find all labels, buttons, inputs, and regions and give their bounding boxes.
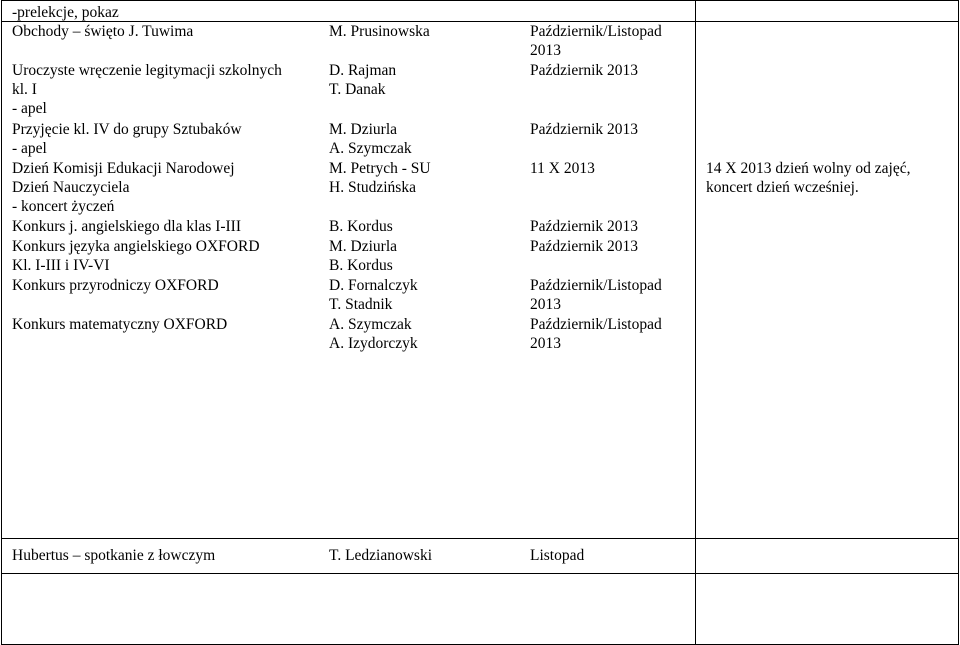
event-text: kl. I [12, 81, 37, 98]
date-cell [530, 120, 638, 139]
event-text: -prelekcje, pokaz [12, 4, 119, 21]
notes-text: 14 X 2013 dzień wolny od zajęć, [706, 160, 911, 177]
person-text: A. Szymczak [329, 140, 412, 157]
event-text: Konkurs języka angielskiego OXFORD [12, 238, 260, 255]
person-cell [329, 315, 418, 353]
person-text: A. Szymczak [329, 316, 412, 333]
person-cell [329, 217, 393, 236]
date-text: Październik 2013 [530, 218, 639, 235]
event-text: - koncert życzeń [12, 198, 115, 215]
person-cell [329, 120, 412, 158]
event-cell [12, 546, 215, 565]
date-cell [530, 276, 662, 314]
event-cell [12, 61, 282, 118]
date-text: Październik 2013 [530, 62, 639, 79]
date-text: 2013 [530, 42, 561, 59]
person-text: B. Kordus [329, 257, 393, 274]
person-text: M. Dziurla [329, 121, 398, 138]
person-cell [329, 237, 397, 275]
event-cell [12, 120, 242, 158]
date-cell [530, 61, 638, 80]
date-cell [530, 217, 638, 236]
date-text: Październik 2013 [530, 121, 639, 138]
date-text: 2013 [530, 296, 561, 313]
table-border-top [1, 0, 959, 1]
date-cell [530, 237, 638, 256]
event-cell [12, 237, 260, 275]
date-text: 2013 [530, 335, 561, 352]
person-cell [329, 159, 431, 197]
event-text: Konkurs matematyczny OXFORD [12, 316, 228, 333]
date-cell [530, 315, 662, 353]
event-text: Kl. I-III i IV-VI [12, 257, 110, 274]
date-text: Październik 2013 [530, 238, 639, 255]
date-cell [530, 546, 584, 565]
event-cell [12, 276, 219, 295]
date-text: Listopad [530, 547, 585, 564]
person-cell [329, 22, 430, 41]
date-text: Październik/Listopad [530, 277, 662, 294]
person-text: T. Ledzianowski [329, 547, 433, 564]
date-text: Październik/Listopad [530, 23, 662, 40]
event-text: Uroczyste wręczenie legitymacji szkolnych [12, 62, 282, 79]
date-text: 11 X 2013 [530, 160, 595, 177]
notes-cell [706, 159, 910, 197]
person-text: A. Izydorczyk [329, 335, 418, 352]
row-divider [1, 573, 959, 574]
person-text: M. Prusinowska [329, 23, 430, 40]
event-cell [12, 3, 119, 22]
date-cell [530, 22, 662, 60]
event-cell [12, 217, 241, 236]
notes-text: koncert dzień wcześniej. [706, 179, 859, 196]
event-text: Konkurs przyrodniczy OXFORD [12, 277, 219, 294]
person-text: D. Fornalczyk [329, 277, 418, 294]
person-text: M. Dziurla [329, 238, 398, 255]
table-border-left [1, 0, 2, 645]
event-text: Obchody – święto J. Tuwima [12, 23, 194, 40]
event-text: Hubertus – spotkanie z łowczym [12, 547, 216, 564]
person-text: M. Petrych - SU [329, 160, 431, 177]
event-text: Dzień Nauczyciela [12, 179, 130, 196]
person-text: T. Danak [329, 81, 386, 98]
table-border-right [958, 0, 959, 645]
date-text: Październik/Listopad [530, 316, 662, 333]
event-text: - apel [12, 100, 47, 117]
person-cell [329, 546, 432, 565]
person-text: T. Stadnik [329, 296, 393, 313]
event-text: Przyjęcie kl. IV do grupy Sztubaków [12, 121, 242, 138]
date-cell [530, 159, 595, 178]
person-cell [329, 276, 418, 314]
event-text: Konkurs j. angielskiego dla klas I-III [12, 218, 241, 235]
event-text: Dzień Komisji Edukacji Narodowej [12, 160, 235, 177]
person-text: H. Studzińska [329, 179, 416, 196]
person-text: D. Rajman [329, 62, 397, 79]
row-divider [1, 538, 959, 539]
event-cell [12, 315, 227, 334]
event-cell [12, 22, 193, 41]
column-divider-notes [695, 0, 696, 645]
event-cell [12, 159, 235, 216]
person-text: B. Kordus [329, 218, 393, 235]
event-text: - apel [12, 140, 47, 157]
person-cell [329, 61, 396, 99]
